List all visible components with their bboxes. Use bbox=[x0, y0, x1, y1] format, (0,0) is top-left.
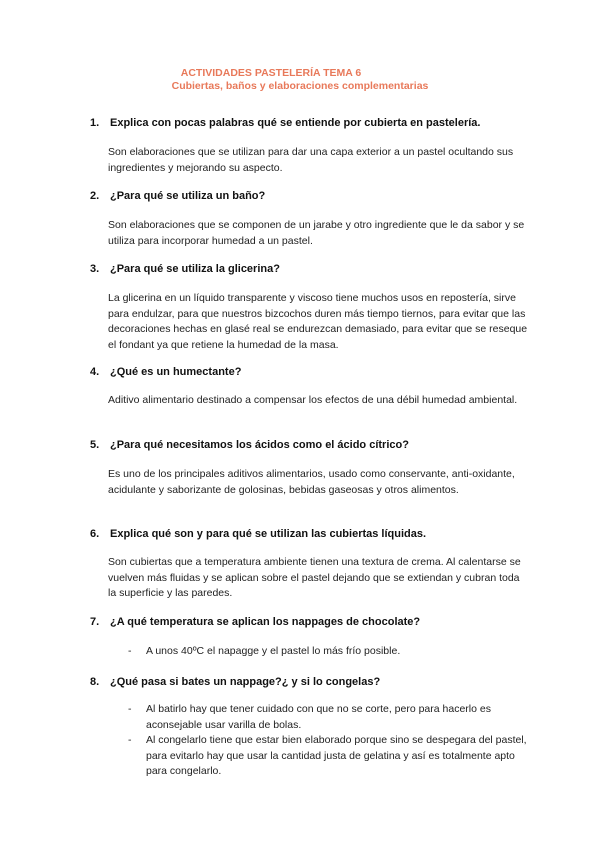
question-8 bbox=[90, 676, 380, 688]
bullet-text: Al batirlo hay que tener cuidado con que no se corte, pero para hacerlo es aconsejable usar varilla de bolas. bbox=[146, 703, 491, 731]
question-number: 7. bbox=[90, 616, 100, 628]
bullet-marker: - bbox=[128, 645, 132, 657]
question-number: 3. bbox=[90, 263, 100, 275]
question-number: 5. bbox=[90, 439, 100, 451]
question-1 bbox=[90, 117, 480, 129]
question-text: Explica con pocas palabras qué se entiende por cubierta en pastelería. bbox=[110, 117, 481, 129]
question-number: 2. bbox=[90, 190, 100, 202]
question-5 bbox=[90, 439, 409, 451]
question-text: ¿Qué pasa si bates un nappage?¿ y si lo congelas? bbox=[110, 676, 381, 688]
bullet-item bbox=[128, 733, 536, 780]
document-subtitle: Cubiertas, baños y elaboraciones complementarias bbox=[171, 80, 429, 93]
question-text: Explica qué son y para qué se utilizan las cubiertas líquidas. bbox=[110, 528, 427, 540]
bullet-text: A unos 40ºC el napagge y el pastel lo más frío posible. bbox=[146, 645, 401, 657]
question-7 bbox=[90, 616, 420, 628]
question-text: ¿Qué es un humectante? bbox=[110, 366, 242, 378]
bullet-item bbox=[128, 644, 536, 660]
document-header bbox=[0, 67, 600, 93]
question-text: ¿A qué temperatura se aplican los nappages de chocolate? bbox=[110, 616, 421, 628]
question-text: ¿Para qué se utiliza un baño? bbox=[110, 190, 266, 202]
answer-5: Es uno de los principales aditivos alimentarios, usado como conservante, anti-oxidante, acidulante y saborizante de golosinas, bebidas gaseosas y otros alimentos. bbox=[108, 468, 515, 496]
document-title: ACTIVIDADES PASTELERÍA TEMA 6 bbox=[180, 67, 362, 79]
bullet-item bbox=[128, 702, 536, 733]
bullet-marker: - bbox=[128, 734, 132, 746]
question-number: 8. bbox=[90, 676, 100, 688]
bullet-text: Al congelarlo tiene que estar bien elaborado porque sino se despegara del pastel, para evitarlo hay que usar la cantidad justa de gelatina y así es totalmente apto para congelarlo. bbox=[146, 734, 527, 777]
question-6 bbox=[90, 528, 426, 540]
question-number: 1. bbox=[90, 117, 100, 129]
bullet-marker: - bbox=[128, 703, 132, 715]
answer-4: Aditivo alimentario destinado a compensar los efectos de una débil humedad ambiental. bbox=[108, 394, 518, 406]
answer-6: Son cubiertas que a temperatura ambiente tienen una textura de crema. Al calentarse se vuelven más fluidas y se aplican sobre el pastel dejando que se extiendan y cubran toda la superficie y las paredes. bbox=[108, 556, 521, 599]
question-text: ¿Para qué se utiliza la glicerina? bbox=[110, 263, 280, 275]
question-number: 4. bbox=[90, 366, 100, 378]
question-number: 6. bbox=[90, 528, 100, 540]
question-2 bbox=[90, 190, 265, 202]
question-3 bbox=[90, 263, 280, 275]
answer-1: Son elaboraciones que se utilizan para dar una capa exterior a un pastel ocultando sus ingredientes y mejorando su aspecto. bbox=[108, 146, 514, 174]
answer-2: Son elaboraciones que se componen de un jarabe y otro ingrediente que le da sabor y se utiliza para incorporar humedad a un pastel. bbox=[108, 219, 525, 247]
question-text: ¿Para qué necesitamos los ácidos como el ácido cítrico? bbox=[110, 439, 409, 451]
answer-3: La glicerina en un líquido transparente y viscoso tiene muchos usos en repostería, sirve para endulzar, para que nuestros bizcochos duren más tiempo tiernos, para evitar que las decoraciones hechas en glasé real se endurezcan demasiado, para evitar que se reseque el fondant ya que retiene la humedad de la masa. bbox=[108, 292, 528, 351]
question-4 bbox=[90, 366, 241, 378]
